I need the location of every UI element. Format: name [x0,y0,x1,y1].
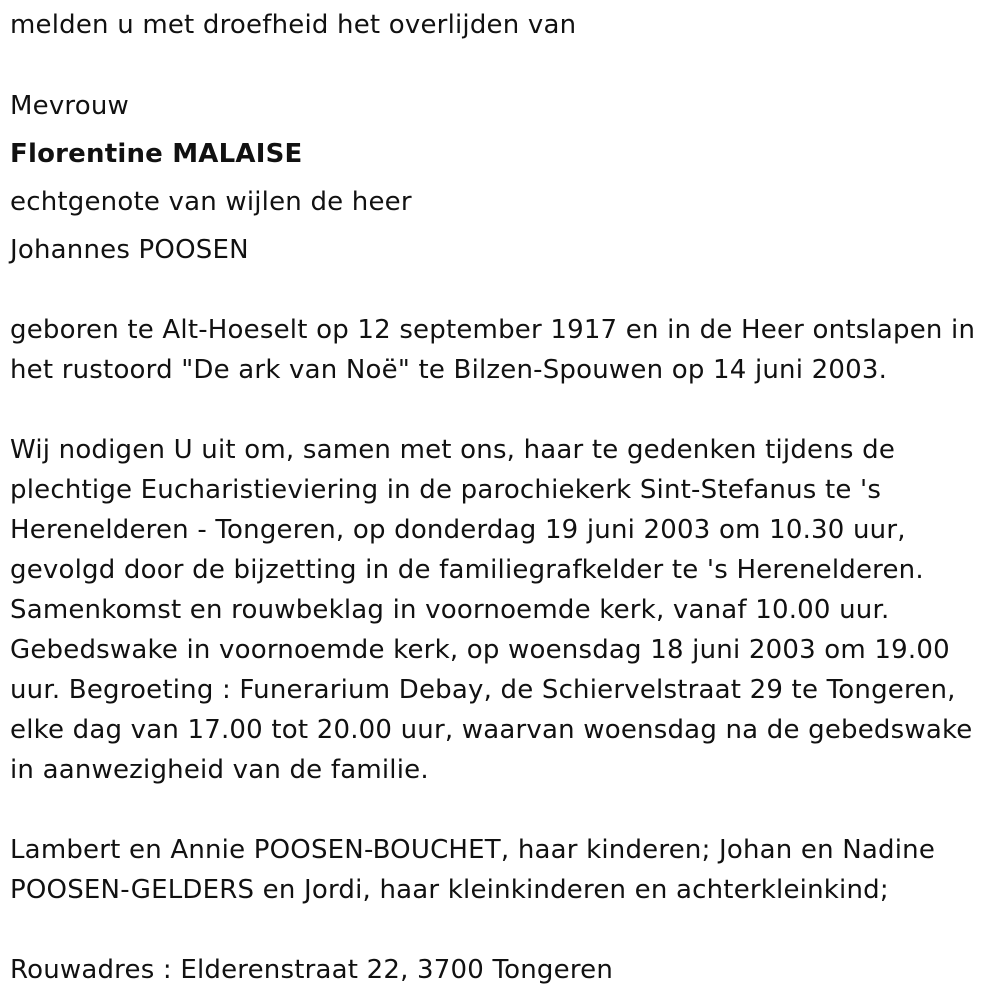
service-line: elke dag van 17.00 tot 20.00 uur, waarvan woensdag na de gebedswake [10,715,973,745]
mourning-address: Rouwadres : Elderenstraat 22, 3700 Tongeren [10,955,614,985]
family-line: Lambert en Annie POOSEN-BOUCHET, haar kinderen; Johan en Nadine [10,835,936,865]
service-line: Herenelderen - Tongeren, op donderdag 19 juni 2003 om 10.30 uur, [10,515,906,545]
deceased-name: Florentine MALAISE [10,139,303,169]
service-line: Wij nodigen U uit om, samen met ons, haar te gedenken tijdens de [10,435,896,465]
deceased-title: Mevrouw [10,91,129,121]
spouse-line-2: Johannes POOSEN [10,235,249,265]
service-line: gevolgd door de bijzetting in de familiegrafkelder te 's Herenelderen. [10,555,924,585]
spouse-line-1: echtgenote van wijlen de heer [10,187,412,217]
service-line: plechtige Eucharistieviering in de parochiekerk Sint-Stefanus te 's [10,475,882,505]
family-line: POOSEN-GELDERS en Jordi, haar kleinkinderen en achterkleinkind; [10,875,889,905]
service-line: Samenkomst en rouwbeklag in voornoemde kerk, vanaf 10.00 uur. [10,595,890,625]
birth-line: geboren te Alt-Hoeselt op 12 september 1917 en in de Heer ontslapen in [10,315,976,345]
intro-text: melden u met droefheid het overlijden van [10,10,577,40]
birth-line: het rustoord "De ark van Noë" te Bilzen-Spouwen op 14 juni 2003. [10,355,888,385]
service-line: Gebedswake in voornoemde kerk, op woensdag 18 juni 2003 om 19.00 [10,635,950,665]
service-line: in aanwezigheid van de familie. [10,755,429,785]
service-line: uur. Begroeting : Funerarium Debay, de Schiervelstraat 29 te Tongeren, [10,675,956,705]
